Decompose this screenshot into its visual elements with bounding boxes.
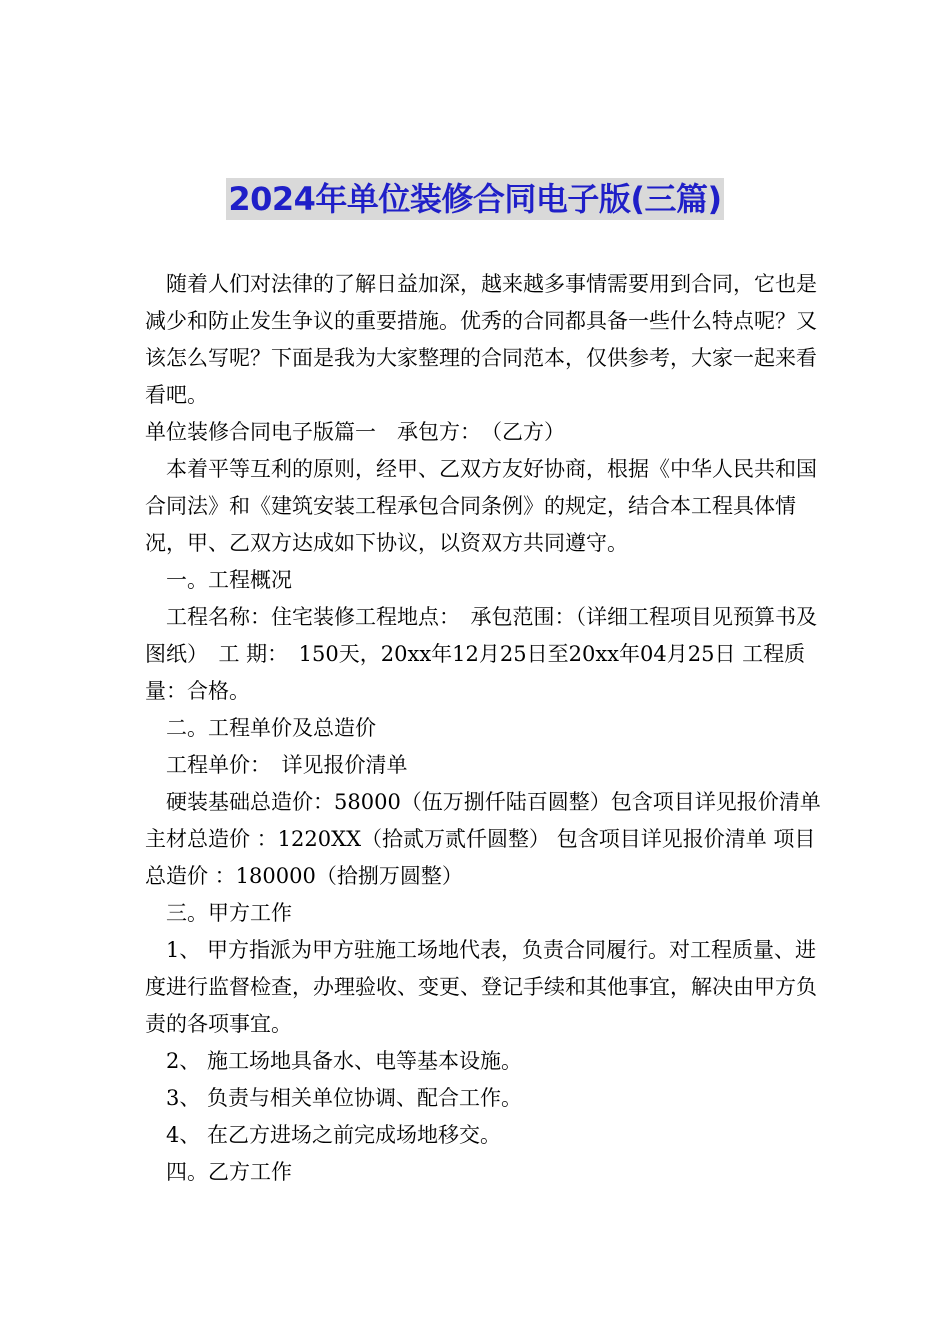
list-item-party-a-1: 1、 甲方指派为甲方驻施工场地代表，负责合同履行。对工程质量、进度进行监督检查，办理验收、变更、登记手续和其他事宜，解决由甲方负责的各项事宜。 bbox=[145, 938, 817, 1036]
title-container bbox=[0, 178, 950, 220]
paragraph-section-heading: 单位装修合同电子版篇一 承包方： （乙方） bbox=[145, 420, 565, 444]
list-item-party-a-2: 2、 施工场地具备水、电等基本设施。 bbox=[166, 1049, 523, 1073]
heading-price: 二。工程单价及总造价 bbox=[166, 716, 376, 740]
paragraph-intro: 随着人们对法律的了解日益加深，越来越多事情需要用到合同，它也是减少和防止发生争议的重要措施。优秀的合同都具备一些什么特点呢？又该怎么写呢？下面是我为大家整理的合同范本，仅供参考，大家一起来看看吧。 bbox=[145, 272, 817, 407]
list-item-party-a-4: 4、 在乙方进场之前完成场地移交。 bbox=[166, 1123, 502, 1147]
heading-party-b-work: 四。乙方工作 bbox=[166, 1160, 292, 1184]
list-item-party-a-3: 3、 负责与相关单位协调、配合工作。 bbox=[166, 1086, 523, 1110]
paragraph-project-details: 工程名称：住宅装修工程地点： 承包范围：（详细工程项目见预算书及图纸） 工 期： 150天，20xx年12月25日至20xx年04月25日 工程质量：合格。 bbox=[145, 605, 817, 703]
document-body bbox=[145, 266, 825, 1191]
paragraph-total-price: 硬装基础总造价：58000（伍万捌仟陆百圆整）包含项目详见报价清单 主材总造价 ：1220XX（拾贰万贰仟圆整） 包含项目详见报价清单 项目总造价 ：180000（拾捌万圆整） bbox=[145, 790, 821, 888]
heading-party-a-work: 三。甲方工作 bbox=[166, 901, 292, 925]
paragraph-principle: 本着平等互利的原则，经甲、乙双方友好协商，根据《中华人民共和国合同法》和《建筑安装工程承包合同条例》的规定，结合本工程具体情况，甲、乙双方达成如下协议，以资双方共同遵守。 bbox=[145, 457, 817, 555]
heading-project-overview: 一。工程概况 bbox=[166, 568, 292, 592]
paragraph-unit-price: 工程单价： 详见报价清单 bbox=[166, 753, 408, 777]
document-title: 2024年单位装修合同电子版(三篇) bbox=[228, 180, 722, 218]
